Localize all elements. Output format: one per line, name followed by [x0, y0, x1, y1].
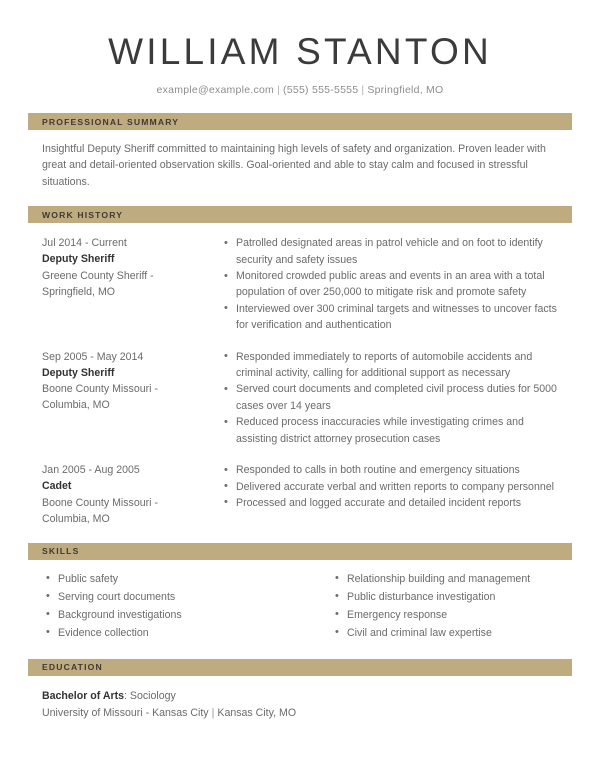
job-bullet: • Reduced process inaccuracies while investigating crimes and assisting district attorney prosecution cases	[224, 414, 566, 447]
job-meta	[28, 462, 224, 527]
job-bullet: • Delivered accurate verbal and written reports to company personnel	[224, 479, 566, 495]
work-history-entry	[28, 235, 572, 333]
job-bullet-list	[224, 462, 566, 511]
job-location: Springfield, MO	[42, 285, 116, 298]
contact-email[interactable]: example@example.com	[156, 84, 275, 96]
job-responsibilities	[224, 349, 572, 447]
education-separator: |	[211, 706, 215, 719]
education-field: Sociology	[129, 689, 176, 702]
section-title-education: EDUCATION	[42, 662, 103, 673]
education-entry	[28, 688, 572, 722]
contact-line	[28, 83, 572, 97]
contact-phone[interactable]: (555) 555-5555	[283, 84, 359, 96]
contact-location: Springfield, MO	[367, 84, 444, 96]
candidate-name: WILLIAM STANTON	[108, 31, 492, 72]
job-bullet: • Monitored crowded public areas and events in an area with a total population of over 250,000 to mitigate risk and promote safety	[224, 268, 566, 301]
skill-item: • Emergency response	[335, 607, 572, 623]
job-bullet: • Responded to calls in both routine and emergency situations	[224, 462, 566, 478]
job-bullet: • Processed and logged accurate and detailed incident reports	[224, 495, 566, 511]
job-location: Columbia, MO	[42, 512, 110, 525]
skill-item: • Serving court documents	[46, 589, 309, 605]
education-degree-line	[42, 688, 572, 705]
skills-bullet-list	[46, 571, 309, 641]
section-title-work-history: WORK HISTORY	[42, 209, 124, 220]
resume-header	[28, 0, 572, 97]
skill-item: • Relationship building and management	[335, 571, 572, 587]
education-school: University of Missouri - Kansas City	[42, 706, 209, 719]
skill-item: • Background investigations	[46, 607, 309, 623]
skill-item: • Public safety	[46, 571, 309, 587]
job-dates: Jan 2005 - Aug 2005	[42, 464, 140, 477]
section-header-education	[28, 659, 572, 676]
job-company: Boone County Missouri -	[42, 496, 158, 509]
education-location: Kansas City, MO	[217, 706, 297, 719]
job-dates: Jul 2014 - Current	[42, 237, 127, 250]
professional-summary-text: Insightful Deputy Sheriff committed to maintaining high levels of safety and organization. Proven leader with great and detail-oriented observation skills. Goal-oriented and able to stay calm and focused in stressful situations.	[42, 143, 546, 188]
job-company: Boone County Missouri -	[42, 383, 158, 396]
skill-item: • Civil and criminal law expertise	[335, 625, 572, 641]
job-bullet: • Responded immediately to reports of automobile accidents and criminal activity, calling for additional support as necessary	[224, 349, 566, 382]
section-header-work-history	[28, 206, 572, 223]
job-title: Deputy Sheriff	[42, 253, 115, 266]
work-history-entry	[28, 349, 572, 447]
section-header-professional-summary	[28, 113, 572, 130]
education-school-line	[42, 705, 572, 722]
job-bullet: • Interviewed over 300 criminal targets and witnesses to uncover facts for verification and authentication	[224, 301, 566, 334]
job-dates: Sep 2005 - May 2014	[42, 350, 144, 363]
job-bullet: • Patrolled designated areas in patrol vehicle and on foot to identify security and safety issues	[224, 235, 566, 268]
section-header-skills	[28, 543, 572, 560]
job-bullet: • Served court documents and completed civil process duties for 5000 cases over 14 years	[224, 381, 566, 414]
work-history-entry	[28, 462, 572, 527]
education-degree: Bachelor of Arts	[42, 689, 125, 702]
skills-list	[28, 571, 572, 643]
skill-item: • Evidence collection	[46, 625, 309, 641]
contact-separator-2: |	[361, 84, 365, 96]
job-meta	[28, 349, 224, 447]
skill-item: • Public disturbance investigation	[335, 589, 572, 605]
job-bullet-list	[224, 235, 566, 333]
skills-bullet-list	[335, 571, 572, 641]
section-title-professional-summary: PROFESSIONAL SUMMARY	[42, 116, 180, 127]
education-degree-separator: :	[124, 689, 130, 702]
contact-separator-1: |	[277, 84, 281, 96]
job-title: Cadet	[42, 480, 72, 493]
job-title: Deputy Sheriff	[42, 366, 115, 379]
job-company: Greene County Sheriff -	[42, 269, 154, 282]
skills-column-right	[309, 571, 572, 643]
job-bullet-list	[224, 349, 566, 447]
job-responsibilities	[224, 462, 572, 527]
job-location: Columbia, MO	[42, 399, 110, 412]
job-responsibilities	[224, 235, 572, 333]
section-title-skills: SKILLS	[42, 546, 80, 557]
skills-column-left	[46, 571, 309, 643]
work-history-list	[28, 235, 572, 527]
job-meta	[28, 235, 224, 333]
